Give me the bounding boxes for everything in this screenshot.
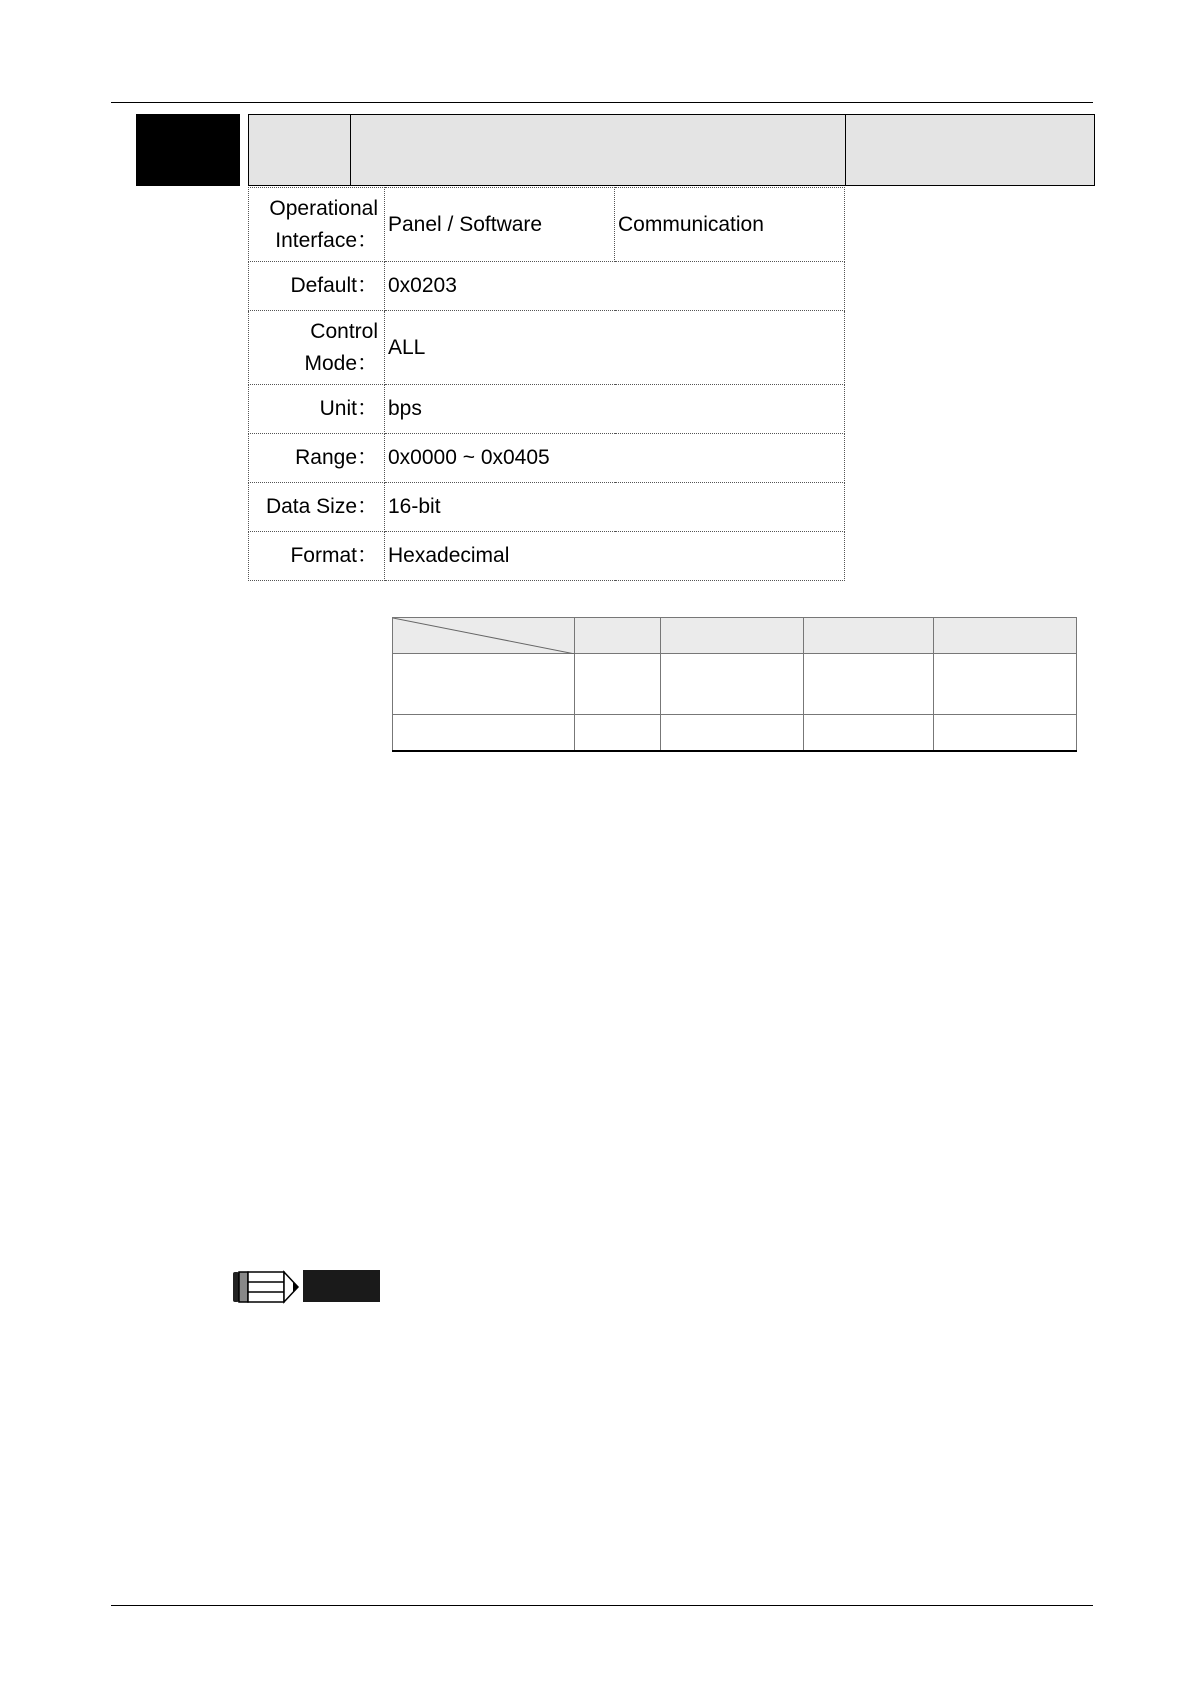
- table-cell: [393, 654, 575, 715]
- setting-matrix-table: [392, 617, 1077, 752]
- table-header-row: [393, 618, 1077, 654]
- control-mode-label: Control Mode：: [249, 311, 385, 385]
- table-row: [249, 262, 845, 311]
- unit-label: Unit：: [249, 385, 385, 434]
- note-label: [303, 1270, 380, 1302]
- table-cell: [661, 654, 804, 715]
- default-label: Default：: [249, 262, 385, 311]
- diagonal-header-cell: [393, 618, 575, 654]
- table-cell: [804, 715, 934, 751]
- data-size-label: Data Size：: [249, 483, 385, 532]
- table-cell: [575, 715, 661, 751]
- table-cell: [661, 715, 804, 751]
- table-row: [249, 532, 845, 581]
- operational-interface-communication-value: Communication: [615, 188, 845, 262]
- parameter-attribute-table: [248, 187, 845, 581]
- table-header-cell: [934, 618, 1077, 654]
- table-cell: [934, 715, 1077, 751]
- table-row: [249, 188, 845, 262]
- table-cell: [575, 654, 661, 715]
- operational-interface-panel-value: Panel / Software: [385, 188, 615, 262]
- format-label: Format：: [249, 532, 385, 581]
- table-row: [249, 483, 845, 532]
- range-value: 0x0000 ~ 0x0405: [385, 434, 845, 483]
- header-cell-name: [350, 114, 846, 186]
- default-value: 0x0203: [385, 262, 845, 311]
- table-cell: [934, 654, 1077, 715]
- table-header-cell: [575, 618, 661, 654]
- table-header-cell: [804, 618, 934, 654]
- table-row: [249, 311, 845, 385]
- table-cell: [804, 654, 934, 715]
- table-row: [393, 654, 1077, 715]
- table-row: [393, 715, 1077, 751]
- format-value: Hexadecimal: [385, 532, 845, 581]
- bottom-rule: [111, 1605, 1093, 1606]
- diagonal-line: [393, 618, 575, 654]
- table-row: [249, 434, 845, 483]
- table-header-cell: [661, 618, 804, 654]
- range-label: Range：: [249, 434, 385, 483]
- header-cell-code: [248, 114, 351, 186]
- top-rule: [111, 102, 1093, 103]
- control-mode-value: ALL: [385, 311, 845, 385]
- unit-value: bps: [385, 385, 845, 434]
- operational-interface-label: Operational Interface：: [249, 188, 385, 262]
- data-size-value: 16-bit: [385, 483, 845, 532]
- table-cell: [393, 715, 575, 751]
- parameter-number-tab: [136, 114, 240, 186]
- header-cell-address: [845, 114, 1095, 186]
- table-row: [249, 385, 845, 434]
- pencil-icon: [232, 1270, 300, 1304]
